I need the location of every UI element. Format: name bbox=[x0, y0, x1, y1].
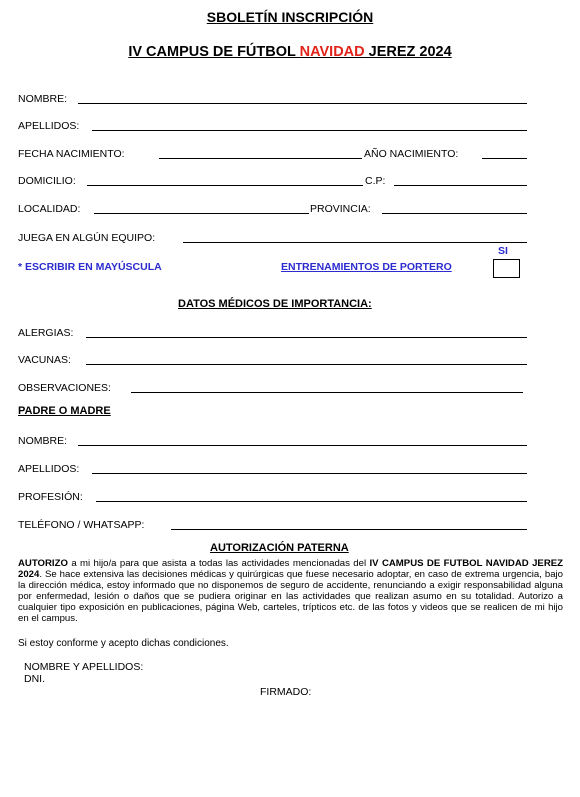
authorization-text bbox=[18, 558, 563, 624]
form-subtitle bbox=[0, 44, 580, 60]
subtitle-before: IV CAMPUS DE FÚTBOL bbox=[128, 44, 300, 60]
authorization-heading: AUTORIZACIÓN PATERNA bbox=[210, 542, 349, 554]
title-main: BOLETÍN INSCRIPCIÓN bbox=[216, 9, 374, 25]
subtitle-after: JEREZ 2024 bbox=[364, 44, 452, 60]
vacunas-label: VACUNAS: bbox=[18, 354, 71, 366]
ano-nacimiento-label: AÑO NACIMIENTO: bbox=[364, 148, 459, 160]
form-title bbox=[0, 9, 580, 25]
profesion-label: PROFESIÓN: bbox=[18, 491, 83, 503]
firmado-label: FIRMADO: bbox=[260, 686, 312, 698]
apellidos-field[interactable] bbox=[92, 130, 527, 131]
mayuscula-note: * ESCRIBIR EN MAYÚSCULA bbox=[18, 261, 162, 273]
dni-label: DNI. bbox=[24, 673, 45, 685]
portero-si-label: SI bbox=[498, 245, 508, 257]
ano-nacimiento-field[interactable] bbox=[482, 158, 527, 159]
equipo-label: JUEGA EN ALGÚN EQUIPO: bbox=[18, 232, 156, 244]
parent-apellidos-field[interactable] bbox=[92, 473, 527, 474]
conforme-text: Si estoy conforme y acepto dichas condiciones. bbox=[18, 638, 229, 649]
fecha-nacimiento-field[interactable] bbox=[159, 158, 362, 159]
observaciones-label: OBSERVACIONES: bbox=[18, 382, 111, 394]
medical-heading: DATOS MÉDICOS DE IMPORTANCIA: bbox=[178, 298, 372, 310]
apellidos-label: APELLIDOS: bbox=[18, 120, 80, 132]
title-prefix: S bbox=[206, 9, 217, 25]
provincia-label: PROVINCIA: bbox=[310, 203, 371, 215]
parent-apellidos-label: APELLIDOS: bbox=[18, 463, 80, 475]
cp-field[interactable] bbox=[394, 185, 527, 186]
telefono-label: TELÉFONO / WHATSAPP: bbox=[18, 519, 145, 531]
profesion-field[interactable] bbox=[96, 501, 527, 502]
telefono-field[interactable] bbox=[171, 529, 527, 530]
localidad-label: LOCALIDAD: bbox=[18, 203, 81, 215]
nombre-field[interactable] bbox=[78, 103, 527, 104]
parent-nombre-label: NOMBRE: bbox=[18, 435, 68, 447]
nombre-label: NOMBRE: bbox=[18, 93, 68, 105]
cp-label: C.P: bbox=[365, 175, 386, 187]
subtitle-highlight: NAVIDAD bbox=[299, 44, 365, 60]
authorization-text-1: a mi hijo/a para que asista a todas las actividades mencionadas del bbox=[67, 558, 370, 569]
domicilio-field[interactable] bbox=[87, 185, 363, 186]
parent-nombre-field[interactable] bbox=[78, 445, 527, 446]
nombre-apellidos-label: NOMBRE Y APELLIDOS: bbox=[24, 661, 144, 673]
authorization-lead: AUTORIZO bbox=[18, 558, 68, 569]
portero-label: ENTRENAMIENTOS DE PORTERO bbox=[281, 261, 452, 273]
observaciones-field[interactable] bbox=[131, 392, 523, 393]
localidad-field[interactable] bbox=[94, 213, 309, 214]
parent-heading: PADRE O MADRE bbox=[18, 405, 111, 417]
vacunas-field[interactable] bbox=[86, 364, 527, 365]
equipo-field[interactable] bbox=[183, 242, 527, 243]
alergias-field[interactable] bbox=[86, 337, 527, 338]
authorization-text-2: . Se hace extensiva las decisiones médicas y quirúrgicas que fuese necesario adoptar, en caso de extrema urgencia, bajo la dirección médica, estoy informado que no disponemos de seguro de accidente, renunciando a exigir responsabilidad alguna por enfermedad, lesión o daños que se pudiera originar en las actividades que realizan asumo en su totalidad. Autorizo a cualquier tipo exposición en publicaciones, página Web, carteles, trípticos etc. de las fotos y videos que se realicen de mi hijo en el campus. bbox=[18, 569, 563, 624]
provincia-field[interactable] bbox=[382, 213, 527, 214]
domicilio-label: DOMICILIO: bbox=[18, 175, 76, 187]
fecha-nacimiento-label: FECHA NACIMIENTO: bbox=[18, 148, 125, 160]
authorization-campus: IV CAMPUS DE FUTBOL NAVIDAD JEREZ 2024 bbox=[18, 558, 564, 580]
alergias-label: ALERGIAS: bbox=[18, 327, 74, 339]
portero-checkbox[interactable] bbox=[493, 259, 520, 278]
